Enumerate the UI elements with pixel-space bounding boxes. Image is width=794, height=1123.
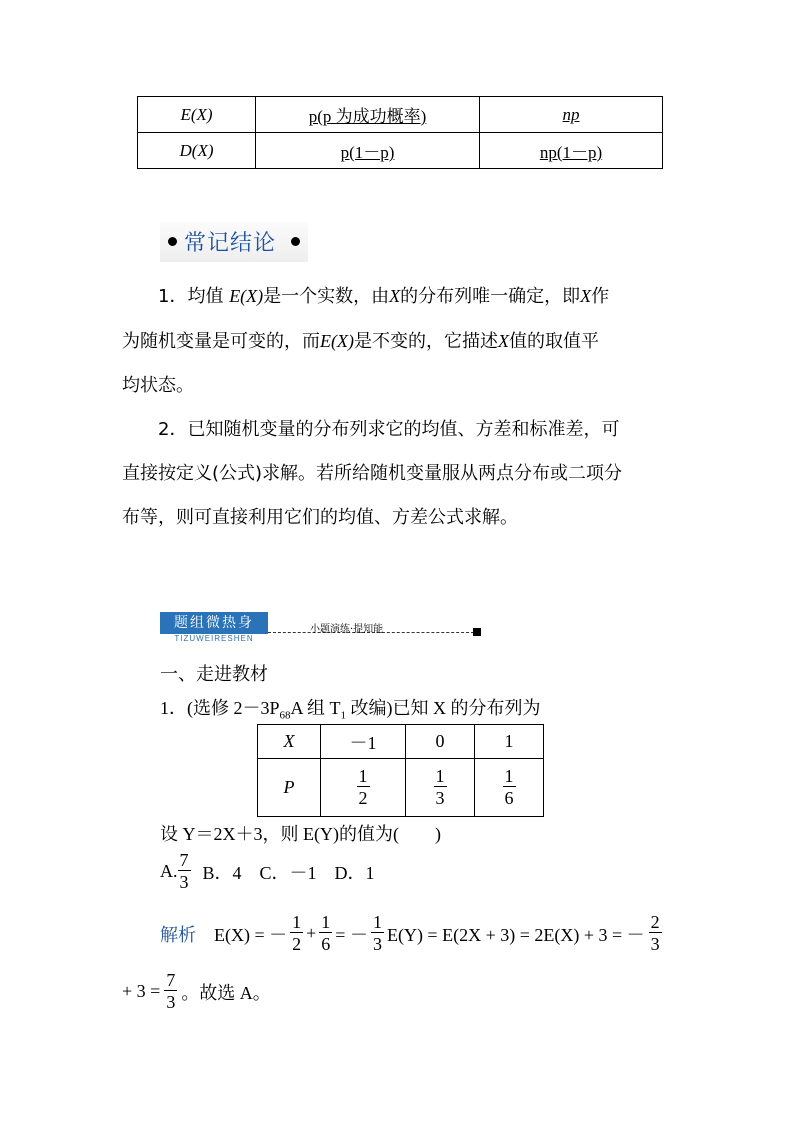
table-cell: X — [258, 725, 321, 759]
text-line: 均状态。 — [122, 375, 194, 396]
fraction: $\frac{1}{2}$ — [292, 912, 302, 954]
fraction: $\frac{1}{6}$ — [321, 912, 331, 954]
fraction: $\frac{2}{3}$ — [650, 912, 660, 954]
table-row — [258, 759, 544, 817]
fraction: $\frac{1}{3}$ — [372, 912, 382, 954]
fraction: $\frac{1}{6}$ — [504, 766, 514, 808]
solution-line-2: + 3 = $\frac{7}{3}$ 。故选 A。 — [122, 970, 271, 1012]
text-line: 为随机变量是可变的，而E(X)是不变的，它描述X值的取值平 — [122, 331, 599, 352]
question-ask: 设 Y＝2X＋3，则 E(Y)的值为( ) — [160, 824, 441, 844]
text-line: 直接按定义(公式)求解。若所给随机变量服从两点分布或二项分 — [122, 463, 623, 484]
table-row — [258, 725, 544, 759]
banner-tag: 题组微热身 — [160, 612, 268, 634]
table-cell: E(X) — [138, 97, 256, 133]
table-cell: p(1－p) — [256, 133, 480, 169]
bullet-icon — [168, 237, 177, 246]
table-cell — [321, 759, 406, 817]
fraction: $\frac{7}{3}$ — [179, 850, 189, 892]
table-cell: np(1－p) — [480, 133, 663, 169]
question-1: 1．(选修 $2-3P_{68}A$ 组 $T_1$ 改编)已知 X 的分布列为 — [160, 698, 541, 722]
table-row — [138, 97, 663, 133]
section-heading — [160, 222, 308, 262]
section-title: 一、走进教材 — [160, 664, 268, 685]
table-cell: np — [480, 97, 663, 133]
heading-text: 常记结论 — [184, 231, 277, 256]
section-banner — [160, 612, 482, 646]
fraction: $\frac{1}{2}$ — [358, 766, 368, 808]
table-cell: 1 — [475, 725, 544, 759]
solution-line-1: 解析 E(X) = － $\frac{1}{2}$ + $\frac{1}{6}$ = － $\frac{1}{3}$ E(Y) = E(2X + 3) = 2E(X) + 3 = － $\frac{2}{3}$ — [160, 912, 660, 954]
expectation-variance-table — [137, 96, 663, 169]
distribution-table — [257, 724, 544, 817]
fraction: $\frac{1}{3}$ — [435, 766, 445, 808]
table-cell: p(p 为成功概率) — [256, 97, 480, 133]
table-row — [138, 133, 663, 169]
table-cell: D(X) — [138, 133, 256, 169]
text-line: 布等，则可直接利用它们的均值、方差公式求解。 — [122, 507, 518, 528]
table-cell — [475, 759, 544, 817]
square-icon — [473, 628, 481, 636]
banner-subtitle: 小题演练·提知能 — [310, 624, 384, 635]
fraction: $\frac{7}{3}$ — [166, 970, 176, 1012]
table-cell: 0 — [406, 725, 475, 759]
table-cell — [406, 759, 475, 817]
table-cell: －1 — [321, 725, 406, 759]
text-line: 2．已知随机变量的分布列求它的均值、方差和标准差，可 — [158, 419, 620, 440]
solution-label: 解析 — [160, 924, 196, 946]
bullet-icon — [291, 237, 300, 246]
banner-tag-pinyin: TIZUWEIRESHEN — [174, 634, 254, 643]
answer-options: A. $\frac{7}{3}$ B．4 C．－1 D．1 — [160, 850, 375, 892]
text-line: 1．均值 E(X)是一个实数，由X的分布列唯一确定，即X作 — [158, 286, 610, 307]
table-cell: P — [258, 759, 321, 817]
paragraph-2 — [122, 408, 682, 540]
paragraph-1 — [122, 274, 682, 408]
